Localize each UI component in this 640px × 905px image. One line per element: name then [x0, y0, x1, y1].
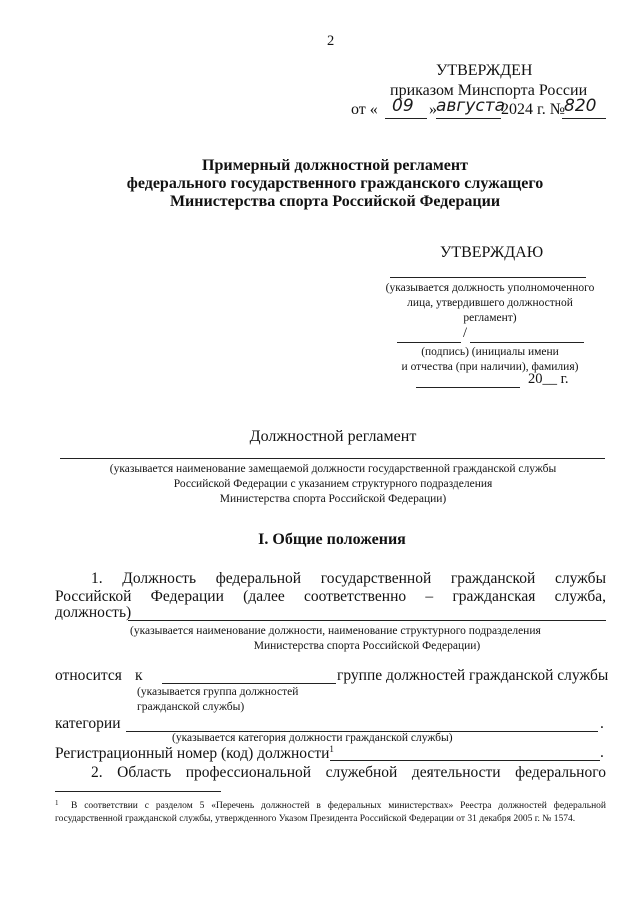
month-underline [436, 118, 501, 119]
day-underline [385, 118, 427, 119]
footnote-ref: 1 [329, 744, 334, 754]
word: Федерации [150, 588, 224, 605]
group-line [162, 683, 336, 684]
category-end: . [600, 715, 604, 732]
footnote-mark: 1 [55, 799, 59, 807]
approver-position-line [390, 277, 586, 278]
word: государственной [320, 570, 432, 587]
regulation-hint-3: Министерства спорта Российской Федерации) [219, 493, 447, 505]
reg-number-text: Регистрационный номер (код) должности [55, 745, 330, 763]
reg-number-end: . [600, 744, 604, 761]
word: гражданской [450, 570, 536, 587]
word: служба, [554, 588, 606, 605]
approve-hint-3: регламент) [463, 312, 517, 324]
paragraph-1-line-3: должность) [55, 604, 132, 621]
number-underline [562, 118, 606, 119]
approval-number: 820 [564, 96, 597, 116]
approval-day: 09 [392, 96, 414, 116]
group-hint-1: (указывается группа должностей [137, 686, 299, 698]
approval-year: 2024 г. № [501, 101, 566, 118]
approval-date-mid: » [429, 101, 437, 118]
approval-order: приказом Минспорта России [390, 82, 588, 99]
word: соответственно [304, 588, 407, 605]
reg-number-line [330, 760, 600, 761]
paragraph-1-line-2 [55, 588, 606, 606]
regulation-hint-1: (указывается наименование замещаемой должности государственной гражданской службы [109, 463, 557, 475]
sign-hint-1: (подпись) (инициалы имени [421, 346, 559, 358]
word: федерального [515, 764, 606, 781]
section-1-title: I. Общие положения [258, 531, 406, 548]
page-number: 2 [327, 33, 335, 49]
paragraph-1-line-1 [91, 570, 606, 588]
approve-title: УТВЕРЖДАЮ [440, 244, 544, 261]
approval-title: УТВЕРЖДЕН [436, 62, 533, 79]
relates-k: к [135, 667, 143, 684]
category-hint: (указывается категория должности гражданской службы) [172, 732, 453, 744]
regulation-title: Должностной регламент [249, 428, 417, 445]
regulation-hint-2: Российской Федерации с указанием структурного подразделения [173, 478, 493, 490]
word: 1. [91, 570, 103, 587]
date-line [416, 387, 520, 388]
approval-date-prefix: от « [351, 101, 378, 118]
relates-label: относится [55, 667, 122, 684]
word: профессиональной [185, 764, 312, 781]
signature-line [397, 342, 461, 343]
doc-title-line-1: Примерный должностной регламент [202, 157, 468, 174]
position-line [128, 620, 606, 621]
footnote-separator [55, 791, 221, 792]
word: – [425, 588, 434, 605]
approve-hint-2: лица, утвердившего должностной [407, 297, 573, 309]
word: деятельности [411, 764, 501, 781]
footnote-text: В соответствии с разделом 5 «Перечень должностей в федеральных министерствах» Реестра должностей федеральной государственной гражданской службы, утвержденного Указом Президента Российской Федерации от 31 декабря 2005 г. № 1574. [55, 801, 606, 824]
reg-number-label [55, 744, 334, 763]
word: 2. [91, 764, 103, 781]
group-hint-2: гражданской службы) [137, 701, 245, 713]
word: Должность [122, 570, 197, 587]
signature-slash: / [463, 325, 468, 341]
footnote [55, 800, 606, 825]
sign-hint-2: и отчества (при наличии), фамилия) [401, 361, 579, 373]
word: Российской [55, 588, 132, 605]
approve-year: 20__ г. [528, 371, 569, 387]
word: служебной [325, 764, 398, 781]
p1-hint-2: Министерства спорта Российской Федерации) [253, 640, 481, 652]
word: Область [117, 764, 172, 781]
category-label: категории [55, 715, 121, 732]
position-name-line [60, 458, 605, 459]
approval-month: августа [436, 96, 506, 116]
relates-tail: группе должностей гражданской службы [337, 667, 609, 684]
doc-title-line-2: федерального государственного гражданского служащего [126, 175, 544, 192]
word: федеральной [215, 570, 302, 587]
word: (далее [243, 588, 285, 605]
approve-hint-1: (указывается должность уполномоченного [385, 282, 595, 294]
paragraph-2-line-1 [91, 764, 606, 782]
word: службы [555, 570, 606, 587]
doc-title-line-3: Министерства спорта Российской Федерации [169, 193, 501, 210]
p1-hint-1: (указывается наименование должности, наименование структурного подразделения [130, 625, 541, 637]
word: гражданская [452, 588, 536, 605]
name-line [470, 342, 584, 343]
